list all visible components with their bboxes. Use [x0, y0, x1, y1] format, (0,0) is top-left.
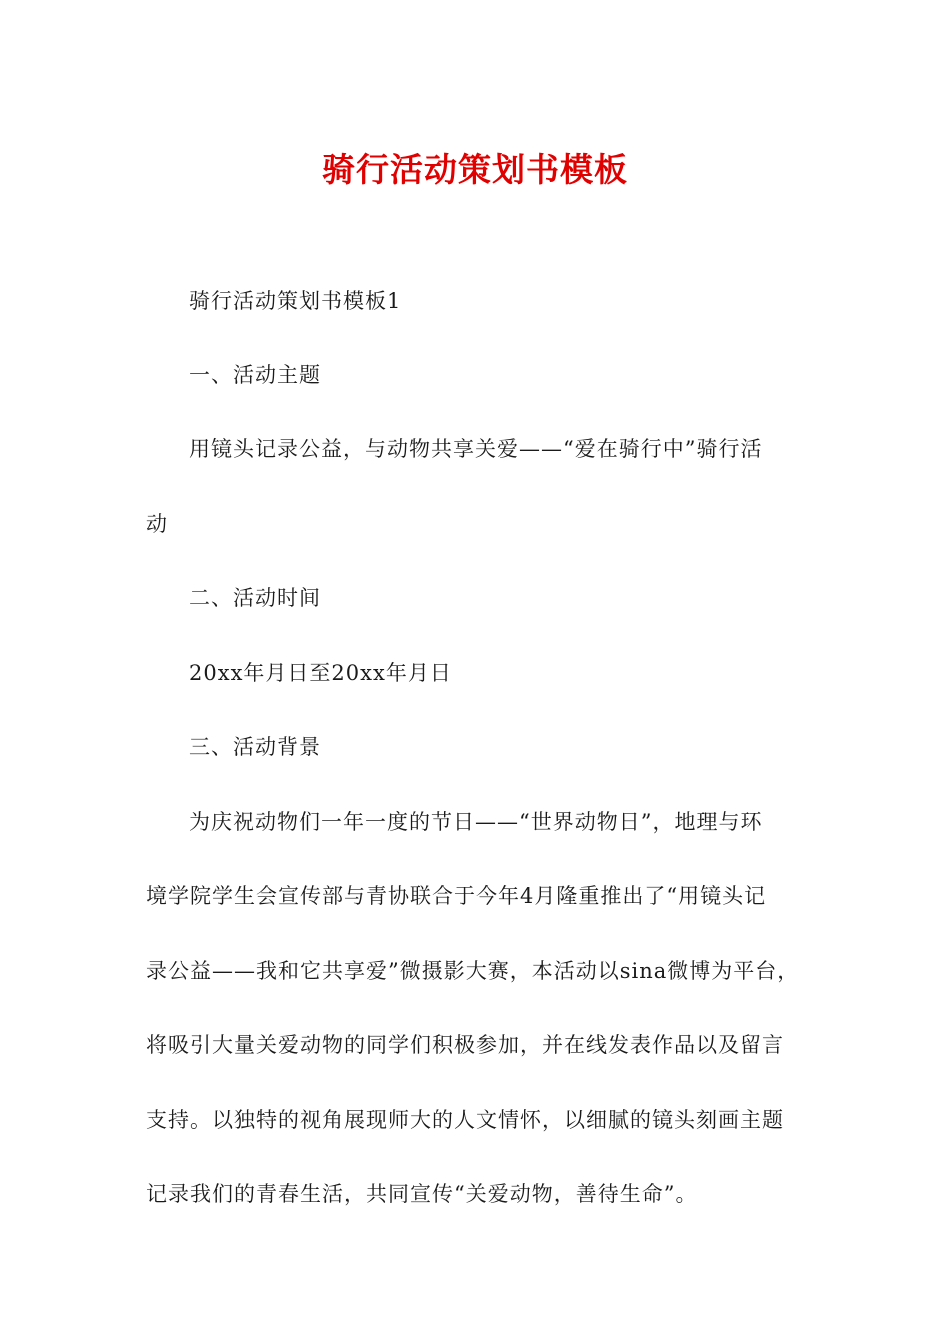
paragraph-line: 录公益——我和它共享爱”微摄影大赛，本活动以sina微博为平台， [146, 959, 800, 983]
paragraph-line: 境学院学生会宣传部与青协联合于今年4月隆重推出了“用镜头记 [146, 884, 767, 908]
section-heading-theme: 一、活动主题 [189, 363, 321, 387]
paragraph-line: 动 [146, 512, 168, 536]
paragraph-line: 20xx年月日至20xx年月日 [189, 661, 452, 685]
subtitle-line: 骑行活动策划书模板1 [189, 289, 402, 313]
paragraph-line: 用镜头记录公益，与动物共享关爱——“爱在骑行中”骑行活 [189, 437, 763, 461]
section-heading-background: 三、活动背景 [189, 735, 321, 759]
paragraph-line: 支持。以独特的视角展现师大的人文情怀，以细腻的镜头刻画主题 [146, 1108, 784, 1132]
section-heading-time: 二、活动时间 [189, 586, 321, 610]
paragraph-line: 记录我们的青春生活，共同宣传“关爱动物，善待生命”。 [146, 1182, 698, 1206]
paragraph-line: 将吸引大量关爱动物的同学们积极参加，并在线发表作品以及留言 [146, 1033, 784, 1057]
document-title: 骑行活动策划书模板 [322, 150, 628, 189]
paragraph-line: 为庆祝动物们一年一度的节日——“世界动物日”，地理与环 [189, 810, 763, 834]
